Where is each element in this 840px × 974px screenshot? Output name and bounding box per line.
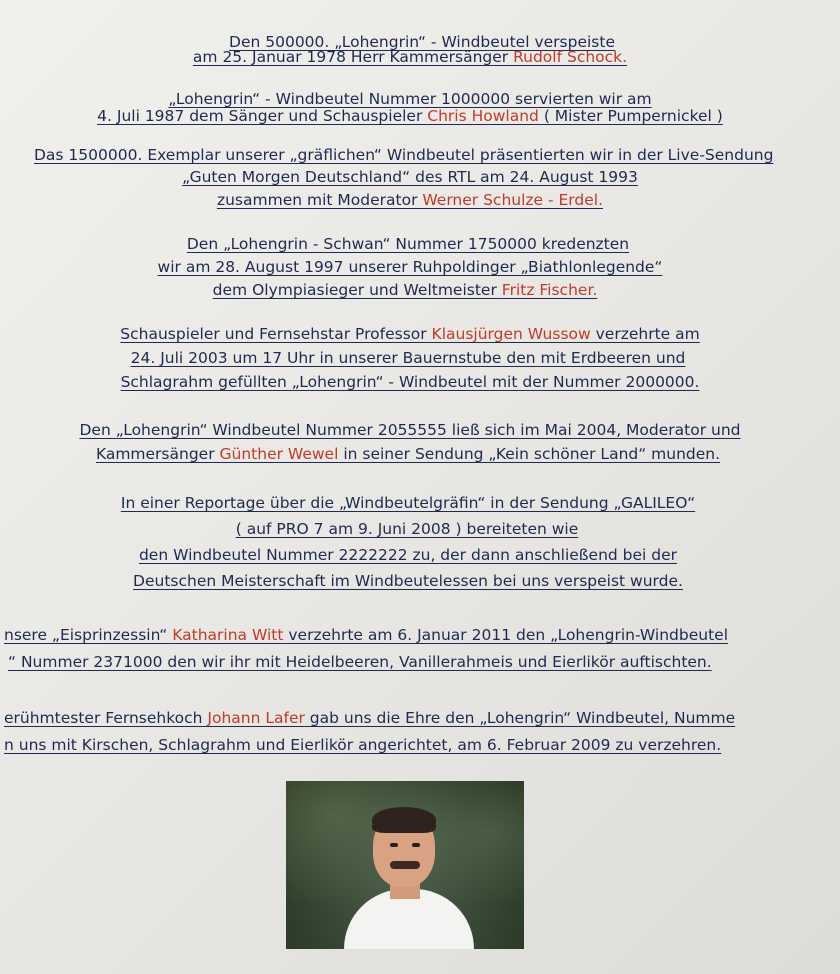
text-line: zusammen mit Moderator Werner Schulze - Erdel. (216, 191, 604, 209)
text-line: erühmtester Fernsehkoch Johann Lafer gab uns die Ehre den „Lohengrin“ Windbeutel, Numme (4, 709, 736, 727)
text-line: „Lohengrin“ - Windbeutel Nummer 1000000 servierten wir am (168, 90, 652, 108)
text-line: 24. Juli 2003 um 17 Uhr in unserer Bauernstube den mit Erdbeeren und (130, 349, 686, 367)
highlighted-name: Johann Lafer (207, 709, 305, 727)
highlighted-name: Rudolf Schock. (513, 48, 628, 66)
text-line: 4. Juli 1987 dem Sänger und Schauspieler Chris Howland ( Mister Pumpernickel ) (97, 107, 723, 125)
text-line: dem Olympiasieger und Weltmeister Fritz Fischer. (212, 281, 598, 299)
text-line: Den „Lohengrin“ Windbeutel Nummer 2055555 ließ sich im Mai 2004, Moderator und (79, 421, 741, 439)
text-line: In einer Reportage über die „Windbeutelgräfin“ in der Sendung „GALILEO“ (120, 494, 696, 512)
text-line: „Guten Morgen Deutschland“ des RTL am 24. August 1993 (182, 168, 638, 186)
text-line: Den „Lohengrin - Schwan“ Nummer 1750000 kredenzten (186, 235, 630, 253)
text-line: am 25. Januar 1978 Herr Kammersänger Rudolf Schock. (192, 48, 628, 66)
text-line: Schlagrahm gefüllten „Lohengrin“ - Windbeutel mit der Nummer 2000000. (120, 373, 700, 391)
highlighted-name: Günther Wewel (219, 445, 339, 463)
text-line: nsere „Eisprinzessin“ Katharina Witt verzehrte am 6. Januar 2011 den „Lohengrin-Windbeutel (4, 626, 728, 644)
portrait-photo (286, 781, 524, 949)
text-line: den Windbeutel Nummer 2222222 zu, der dann anschließend bei der (138, 546, 678, 564)
highlighted-name: Katharina Witt (172, 626, 284, 644)
highlighted-name: Fritz Fischer. (501, 281, 598, 299)
highlighted-name: Klausjürgen Wussow (431, 325, 591, 343)
text-line: Den 500000. „Lohengrin“ - Windbeutel verspeiste (229, 33, 615, 51)
highlighted-name: Werner Schulze - Erdel. (422, 191, 604, 209)
text-line: wir am 28. August 1997 unserer Ruhpoldinger „Biathlonlegende“ (157, 258, 663, 276)
text-line: Das 1500000. Exemplar unserer „gräflichen“ Windbeutel präsentierten wir in der Live-Sendung (34, 146, 774, 164)
highlighted-name: Chris Howland (427, 107, 539, 125)
text-line: “ Nummer 2371000 den wir ihr mit Heidelbeeren, Vanillerahmeis und Eierlikör auftischten. (8, 653, 712, 671)
text-line: Deutschen Meisterschaft im Windbeutelessen bei uns verspeist wurde. (133, 572, 683, 590)
text-line: Kammersänger Günther Wewel in seiner Sendung „Kein schöner Land“ munden. (95, 445, 721, 463)
text-line: Schauspieler und Fernsehstar Professor Klausjürgen Wussow verzehrte am (120, 325, 700, 343)
text-line: n uns mit Kirschen, Schlagrahm und Eierlikör angerichtet, am 6. Februar 2009 zu verzehren. (4, 736, 722, 754)
text-line: ( auf PRO 7 am 9. Juni 2008 ) bereiteten wie (235, 520, 579, 538)
